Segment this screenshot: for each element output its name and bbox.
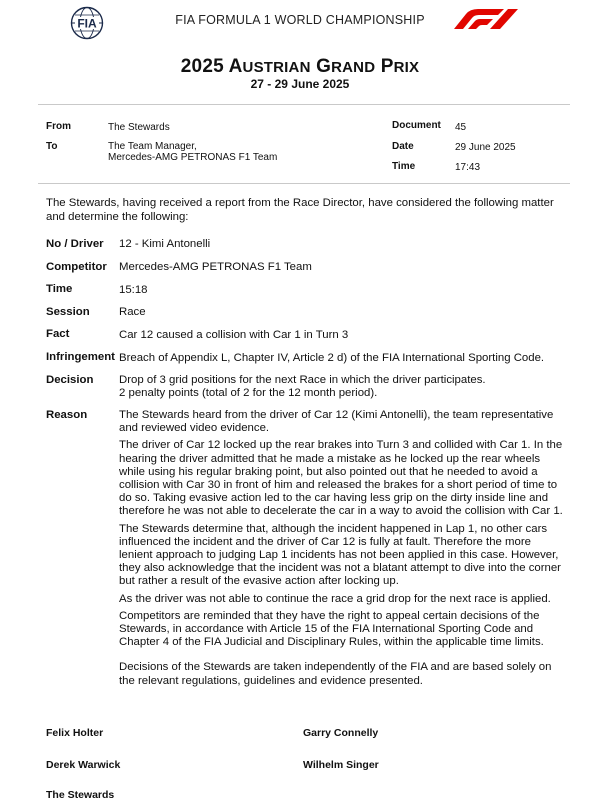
- decision-value: [119, 374, 565, 400]
- date-label: Date: [392, 141, 414, 152]
- driver-label: No / Driver: [46, 238, 104, 250]
- to-line2: Mercedes-AMG PETRONAS F1 Team: [108, 152, 278, 163]
- driver-value: 12 - Kimi Antonelli: [119, 238, 211, 250]
- incident-time-label: Time: [46, 283, 73, 295]
- infringement-value: Breach of Appendix L, Chapter IV, Article 2 d) of the FIA International Sporting Code.: [119, 352, 545, 364]
- reason-paragraph: Decisions of the Stewards are taken independently of the FIA and are based solely on the relevant regulations, guidelines and evidence presented.: [119, 661, 552, 687]
- reason-label: Reason: [46, 409, 88, 421]
- fact-label: Fact: [46, 328, 70, 340]
- date-value: 29 June 2025: [455, 142, 516, 153]
- time-label: Time: [392, 161, 416, 172]
- steward-signature: Felix Holter: [46, 727, 104, 739]
- steward-signature: Wilhelm Singer: [303, 759, 379, 771]
- to-line1: The Team Manager,: [108, 141, 197, 152]
- reason-paragraph: Competitors are reminded that they have the right to appeal certain decisions of the Stewards, in accordance with Article 15 of the FIA International Sporting Code and Chapter 4 of the FIA Judicial and Disciplinary Rules, within the applicable time limits.: [119, 609, 544, 649]
- incident-time-value: 15:18: [119, 284, 148, 296]
- document-label: Document: [392, 120, 441, 131]
- competitor-label: Competitor: [46, 261, 107, 273]
- reason-paragraph: The Stewards heard from the driver of Car 12 (Kimi Antonelli), the team representative and reviewed video evidence.: [119, 409, 554, 435]
- to-label: To: [46, 141, 58, 152]
- divider: [38, 183, 570, 184]
- reason-paragraph: The Stewards determine that, although the incident happened in Lap 1, no other cars influenced the incident and the driver of Car 12 is fully at fault. Therefore the more lenient approach to judging Lap 1 incidents has not been applied in this case. However, they also acknowledge that the incident was not a blatant attempt to dive into the corner but rather a result of the evasive action after locking up.: [119, 522, 561, 588]
- fact-value: Car 12 caused a collision with Car 1 in Turn 3: [119, 329, 349, 341]
- page-title: 2025 AUSTRIAN GRAND PRIX: [180, 56, 420, 77]
- competitor-value: Mercedes-AMG PETRONAS F1 Team: [119, 261, 312, 273]
- decision-line: Drop of 3 grid positions for the next Race in which the driver participates.: [119, 374, 486, 386]
- intro-text: The Stewards, having received a report from the Race Director, have considered the following matter and determine the following:: [46, 197, 554, 223]
- steward-signature: Garry Connelly: [303, 727, 379, 739]
- from-label: From: [46, 121, 71, 132]
- time-value: 17:43: [455, 162, 481, 173]
- stewards-footer: The Stewards: [46, 789, 115, 801]
- f1-logo-icon: [452, 8, 522, 30]
- session-value: Race: [119, 306, 146, 318]
- event-dates: 27 - 29 June 2025: [250, 77, 350, 91]
- decision-line: 2 penalty points (total of 2 for the 12 month period).: [119, 387, 378, 400]
- divider: [38, 104, 570, 105]
- document-value: 45: [455, 122, 467, 133]
- championship-title: FIA FORMULA 1 WORLD CHAMPIONSHIP: [175, 13, 425, 27]
- fia-logo-text: FIA: [77, 16, 97, 31]
- reason-value: [119, 409, 565, 692]
- decision-label: Decision: [46, 374, 94, 386]
- session-label: Session: [46, 306, 90, 318]
- infringement-label: Infringement: [46, 351, 115, 363]
- reason-paragraph: The driver of Car 12 locked up the rear brakes into Turn 3 and collided with Car 1. In the hearing the driver admitted that he made a mistake as he locked up the rear wheels while using his regular braking point, but also pointed out that he needed to avoid a collision with Car 30 in front of him and released the brakes for a short period of time to do so. Taking evasive action led to the car having less grip on the dirty inside line and therefore he was not able to decelerate the car in a way to avoid the collision with Car 1.: [119, 439, 563, 518]
- from-value: The Stewards: [108, 122, 170, 133]
- reason-paragraph: As the driver was not able to continue the race a grid drop for the next race is applied.: [119, 592, 551, 605]
- steward-signature: Derek Warwick: [46, 759, 121, 771]
